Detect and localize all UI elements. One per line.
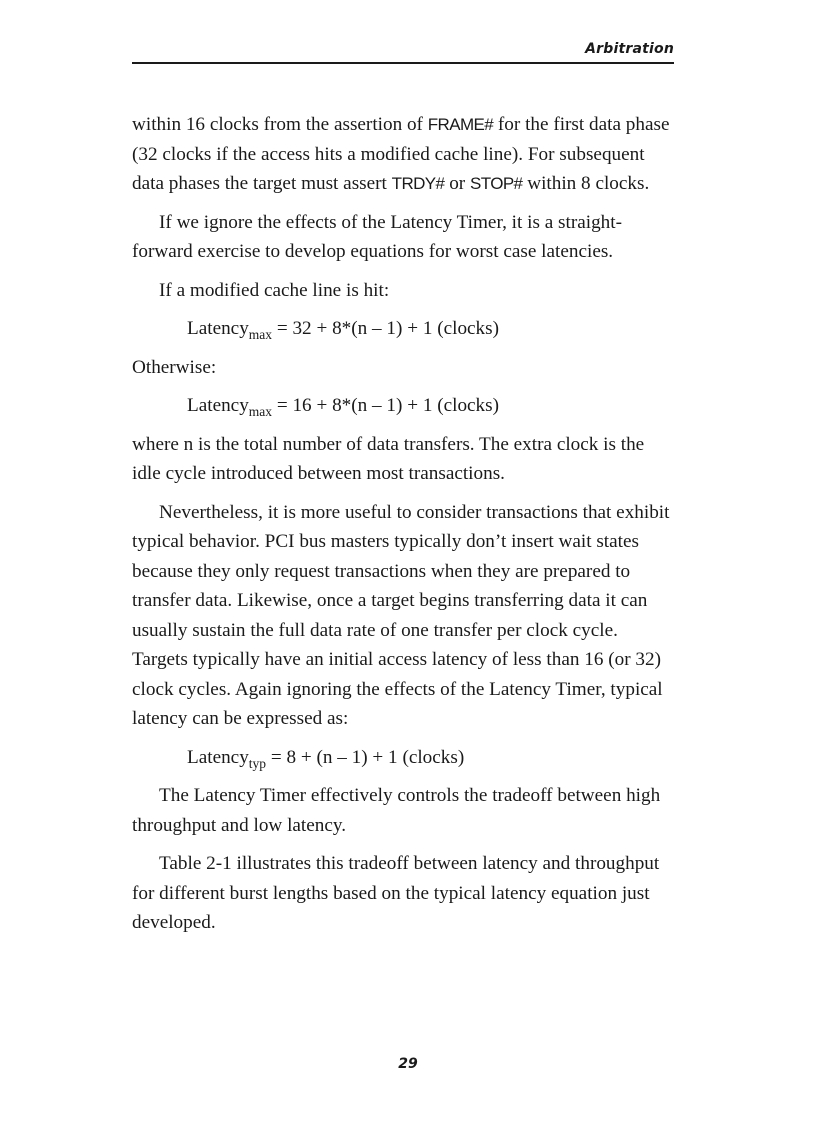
paragraph-8: Table 2-1 illustrates this tradeoff between latency and throughput for different burst lengths based on the typical latency equation just developed. [132,853,660,933]
page-number: 29 [398,1056,418,1072]
equation-latency-max-otherwise [132,391,672,421]
signal-stop: STOP# [469,174,523,193]
eq3-base: Latency [187,746,249,768]
eq1-base: Latency [187,318,249,339]
eq3-subscript: typ [248,755,267,771]
p1-text-2: for the first data phase (32 clocks if the access hits a modified cache line). For subsequent data phases the target must assert [132,114,670,194]
eq2-base: Latency [187,395,249,416]
body-text [132,110,672,947]
paragraph-7: The Latency Timer effectively controls the tradeoff between high throughput and low latency. [132,785,661,836]
eq3-rhs: = 8 + (n – 1) + 1 (clocks) [266,746,465,768]
signal-trdy: TRDY# [391,174,445,193]
eq2-subscript: max [248,404,273,419]
running-header [132,40,674,64]
paragraph-5: where n is the total number of data transfers. The extra clock is the idle cycle introduced between most transactions. [132,433,645,484]
p1-text-3: or [444,173,470,194]
equation-latency-max-modified [132,314,672,344]
signal-frame: FRAME# [427,115,494,134]
section-title: Arbitration [585,41,674,57]
eq1-rhs: = 32 + 8*(n – 1) + 1 (clocks) [272,318,500,339]
paragraph-3: If a modified cache line is hit: [159,279,390,301]
paragraph-2: If we ignore the effects of the Latency Timer, it is a straight-forward exercise to develop equations for worst case latencies. [132,211,622,262]
paragraph-4: Otherwise: [132,356,217,378]
paragraph-6: Nevertheless, it is more useful to consider transactions that exhibit typical behavior. PCI bus masters typically don’t insert wait states because they only request transactions when they are prepared to transfer data. Likewise, once a target begins transferring data it can usually sustain the full data rate of one transfer per clock cycle. Targets typically have an initial access latency of less than 16 (or 32) clock cycles. Again ignoring the effects of the Latency Timer, typical latency can be expressed as: [132,501,670,729]
equation-latency-typ [132,743,672,773]
p1-text-4: within 8 clocks. [522,173,650,194]
eq2-rhs: = 16 + 8*(n – 1) + 1 (clocks) [272,395,500,416]
paragraph-1 [132,110,672,199]
eq1-subscript: max [248,327,273,342]
p1-text-1: within 16 clocks from the assertion of [132,114,428,135]
